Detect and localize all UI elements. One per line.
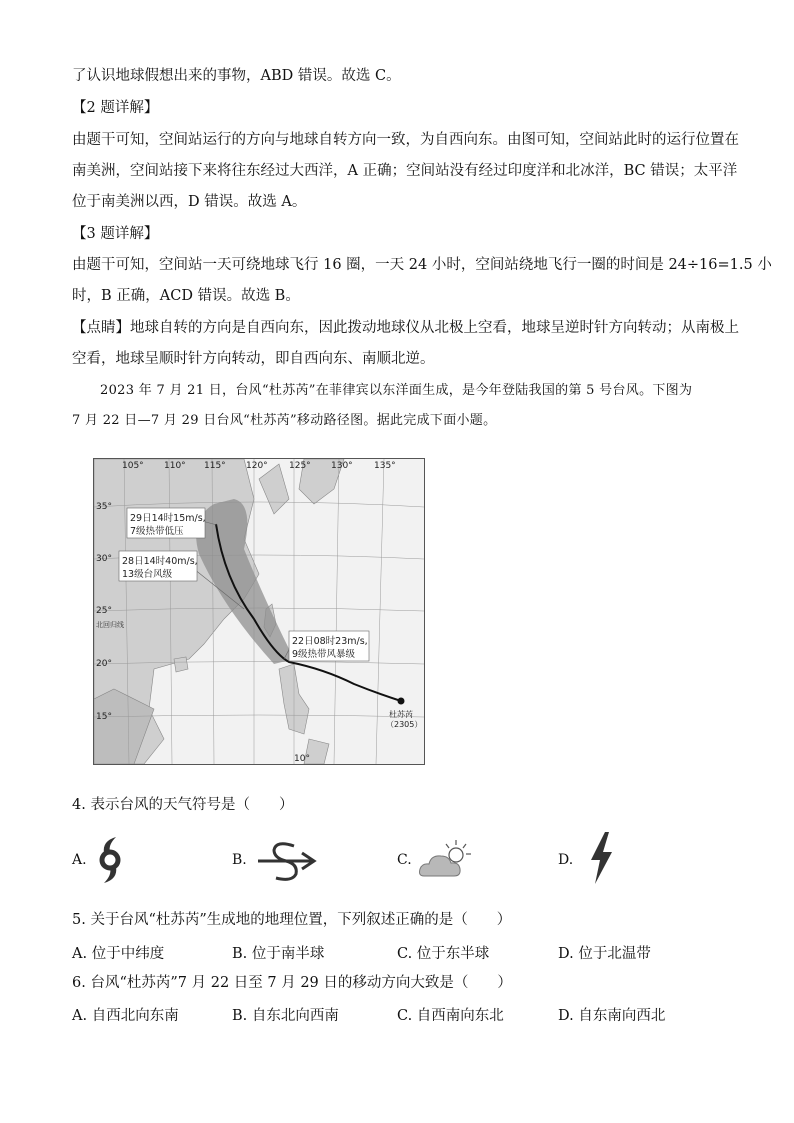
section-header-q3: 【3 题详解】 xyxy=(72,226,159,242)
q6-option-d[interactable]: D. 自东南向西北 xyxy=(558,1008,666,1024)
answer-line-1: 了认识地球假想出来的事物，ABD 错误。故选 C。 xyxy=(72,68,401,84)
intro-line1: 2023 年 7 月 21 日，台风“杜苏芮”在菲律宾以东洋面生成，是今年登陆我国的第 5 号台风。下图为 xyxy=(100,383,693,398)
lat-label: 25° xyxy=(96,606,112,616)
map-graphic xyxy=(94,459,424,764)
q4-option-d-label[interactable]: D. xyxy=(558,852,574,868)
q4-option-a-label[interactable]: A. xyxy=(72,852,87,868)
annotation-0722-level: 9级热带风暴级 xyxy=(292,649,356,660)
q5-option-c[interactable]: C. 位于东半球 xyxy=(397,946,490,962)
origin-code-label: （2305） xyxy=(386,720,423,729)
tropic-label: 北回归线 xyxy=(96,621,124,629)
intro-line2: 7 月 22 日—7 月 29 日台风“杜苏芮”移动路径图。据此完成下面小题。 xyxy=(72,413,497,428)
lat-label: 15° xyxy=(96,712,112,722)
explanation-q2-line3: 位于南美洲以西，D 错误。故选 A。 xyxy=(72,194,307,210)
lon-label: 110° xyxy=(164,461,186,471)
annotation-0729-speed: 29日14时15m/s, xyxy=(130,513,206,524)
q6-option-b[interactable]: B. 自东北向西南 xyxy=(232,1008,339,1024)
annotation-0729-level: 7级热带低压 xyxy=(130,526,184,537)
q6-option-a[interactable]: A. 自西北向东南 xyxy=(72,1008,179,1024)
question-4-stem: 4. 表示台风的天气符号是（ ） xyxy=(72,797,294,813)
q5-option-d[interactable]: D. 位于北温带 xyxy=(558,946,651,962)
question-5-stem: 5. 关于台风“杜苏芮”生成地的地理位置，下列叙述正确的是（ ） xyxy=(72,912,512,928)
key-point-line2: 空看，地球呈顺时针方向转动，即自西向东、南顺北逆。 xyxy=(72,351,435,367)
annotation-0722-speed: 22日08时23m/s, xyxy=(292,636,368,647)
typhoon-track-map xyxy=(93,458,425,765)
annotation-0728-level: 13级台风级 xyxy=(122,569,173,580)
q5-option-b[interactable]: B. 位于南半球 xyxy=(232,946,325,962)
q6-option-c[interactable]: C. 自西南向东北 xyxy=(397,1008,504,1024)
origin-name-label: 杜苏芮 xyxy=(389,710,413,719)
question-6-stem: 6. 台风“杜苏芮”7 月 22 日至 7 月 29 日的移动方向大致是（ ） xyxy=(72,975,512,991)
partly-cloudy-symbol-icon[interactable] xyxy=(418,838,474,882)
lon-label: 135° xyxy=(374,461,396,471)
hainan-land xyxy=(174,657,188,672)
wind-arrow-symbol-icon[interactable] xyxy=(256,838,318,884)
q4-option-b-label[interactable]: B. xyxy=(232,852,247,868)
lon-label: 120° xyxy=(246,461,268,471)
section-header-q2: 【2 题详解】 xyxy=(72,100,159,116)
lat-label: 20° xyxy=(96,659,112,669)
typhoon-origin-point xyxy=(398,698,405,705)
typhoon-symbol-icon[interactable] xyxy=(92,835,128,885)
explanation-q3-line1: 由题干可知，空间站一天可绕地球飞行 16 圈，一天 24 小时，空间站绕地飞行一圈的时间是 24÷16=1.5 小 xyxy=(72,257,772,273)
q5-option-a[interactable]: A. 位于中纬度 xyxy=(72,946,165,962)
q4-option-c-label[interactable]: C. xyxy=(397,852,412,868)
key-point-line1: 【点睛】地球自转的方向是自西向东，因此拨动地球仪从北极上空看，地球呈逆时针方向转动；从南极上 xyxy=(72,320,739,336)
explanation-q2-line1: 由题干可知，空间站运行的方向与地球自转方向一致，为自西向东。由图可知，空间站此时的运行位置在 xyxy=(72,132,739,148)
lat-label: 35° xyxy=(96,502,112,512)
explanation-q3-line2: 时，B 正确，ACD 错误。故选 B。 xyxy=(72,288,300,304)
bottom-lat-label: 10° xyxy=(294,754,310,764)
lightning-symbol-icon[interactable] xyxy=(585,830,617,886)
lat-label: 30° xyxy=(96,554,112,564)
annotation-0728-speed: 28日14时40m/s, xyxy=(122,556,198,567)
lon-label: 105° xyxy=(122,461,144,471)
lon-label: 130° xyxy=(331,461,353,471)
lon-label: 125° xyxy=(289,461,311,471)
explanation-q2-line2: 南美洲，空间站接下来将往东经过大西洋，A 正确；空间站没有经过印度洋和北冰洋，BC 错误；太平洋 xyxy=(72,163,738,179)
lon-label: 115° xyxy=(204,461,226,471)
